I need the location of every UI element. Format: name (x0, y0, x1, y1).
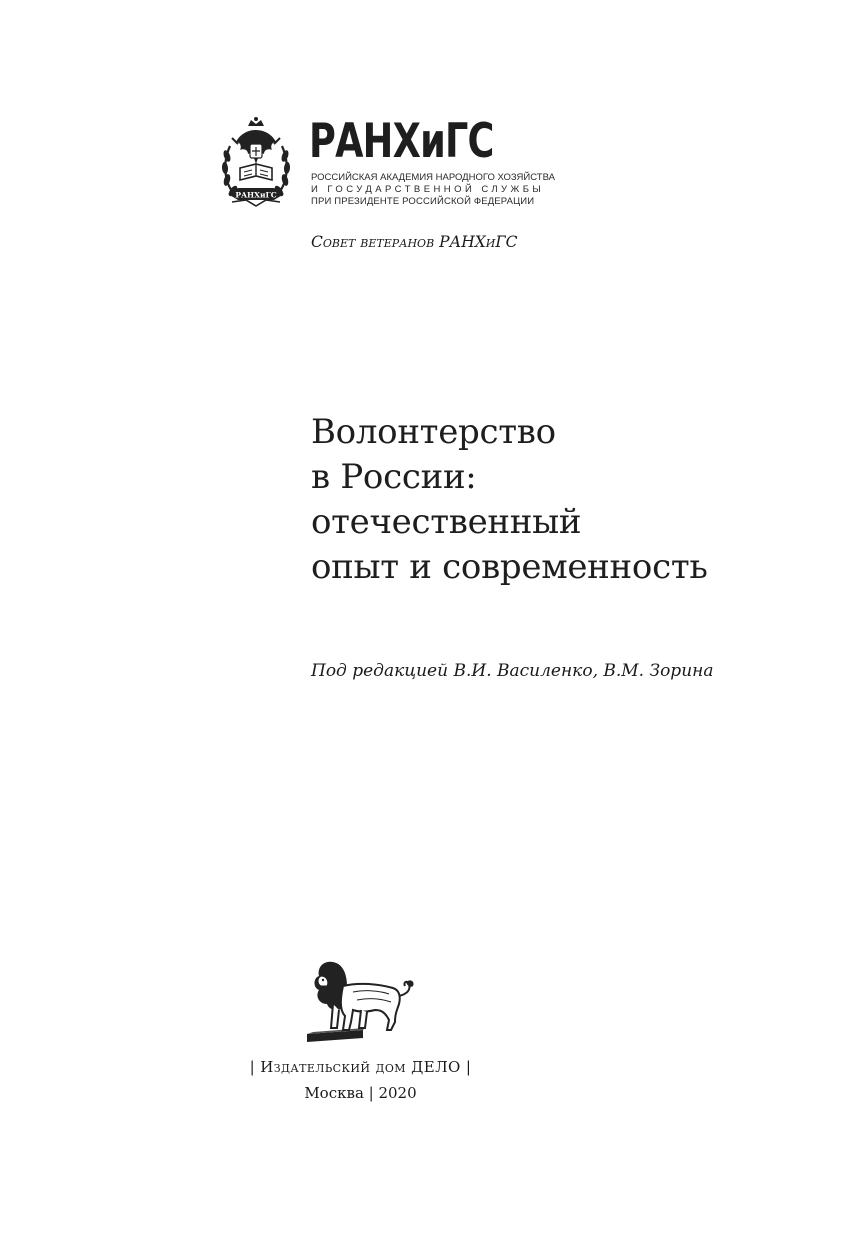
title-line-3: отечественный (311, 502, 582, 542)
emblem-ribbon-text: РАНХиГС (235, 190, 277, 200)
lion-icon (303, 956, 419, 1044)
publication-place-year: Москва | 2020 (304, 1084, 417, 1102)
council-name: Совет ветеранов РАНХиГС (311, 233, 518, 251)
editors-credit: Под редакцией В.И. Василенко, В.М. Зорина (311, 661, 714, 681)
title-line-4: опыт и современность (311, 547, 708, 587)
book-title (311, 410, 831, 590)
publisher-name: | Издательский дом ДЕЛО | (249, 1058, 472, 1076)
title-line-1: Волонтерство (311, 412, 556, 452)
academy-emblem-icon (218, 116, 294, 208)
brand-name: РАНХиГС (309, 114, 494, 169)
brand-full-name-line-3: ПРИ ПРЕЗИДЕНТЕ РОССИЙСКОЙ ФЕДЕРАЦИИ (311, 196, 535, 207)
brand-full-name-line-1: РОССИЙСКАЯ АКАДЕМИЯ НАРОДНОГО ХОЗЯЙСТВА (311, 172, 555, 183)
brand-full-name-line-2: И ГОСУДАРСТВЕННОЙ СЛУЖБЫ (311, 184, 545, 195)
title-line-2: в России: (311, 457, 477, 497)
